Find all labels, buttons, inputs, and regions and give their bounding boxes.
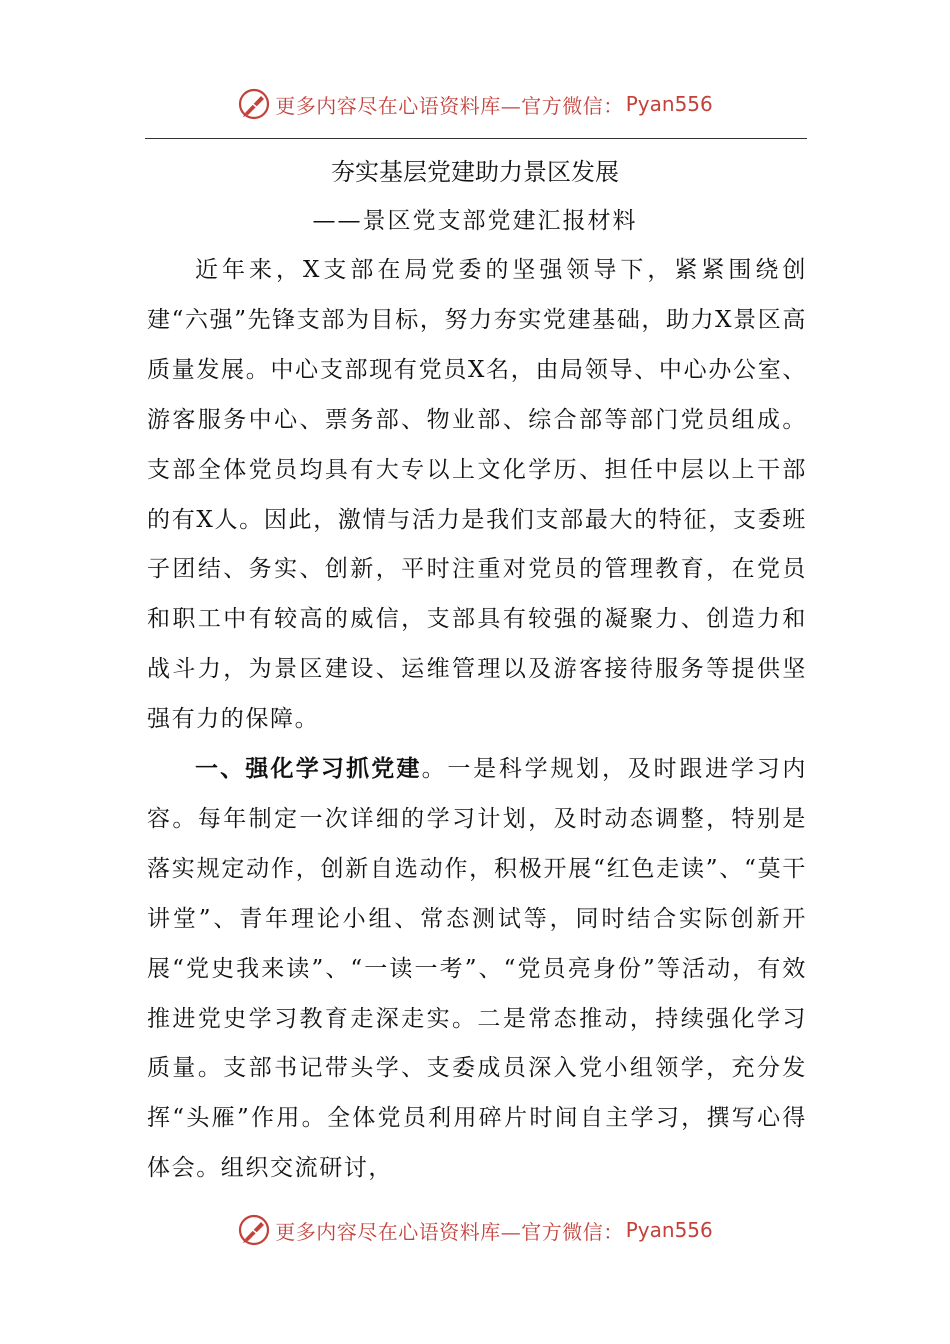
document-title: 夯实基层党建助力景区发展 [331, 158, 619, 186]
section-1-paragraph [147, 745, 807, 1194]
watermark-text: 更多内容尽在心语资料库—官方微信： [275, 1219, 624, 1244]
watermark-wechat-id: Pyan556 [625, 92, 713, 116]
pen-logo-icon [237, 1213, 271, 1247]
section-1-heading: 一、强化学习抓党建 [195, 756, 422, 782]
watermark-wechat-id: Pyan556 [625, 1218, 713, 1242]
section-1-text: 。一是科学规划，及时跟进学习内容。每年制定一次详细的学习计划，及时动态调整，特别是落实规定动作，创新自选动作，积极开展“红色走读”、“莫干讲堂”、青年理论小组、常态测试等，同时结合实际创新开展“党史我来读”、“一读一考”、“党员亮身份”等活动，有效推进党史学习教育走深走实。二是常态推动，持续强化学习质量。支部书记带头学、支委成员深入党小组领学，充分发挥“头雁”作用。全体党员利用碎片时间自主学习，撰写心得体会。组织交流研讨， [147, 756, 808, 1182]
watermark-text: 更多内容尽在心语资料库—官方微信： [275, 93, 624, 118]
document-subtitle: ——景区党支部党建汇报材料 [312, 208, 638, 234]
header-divider [145, 138, 807, 139]
intro-paragraph: 近年来，X支部在局党委的坚强领导下，紧紧围绕创建“六强”先锋支部为目标，努力夯实党建基础，助力X景区高质量发展。中心支部现有党员X名，由局领导、中心办公室、游客服务中心、票务部、物业部、综合部等部门党员组成。支部全体党员均具有大专以上文化学历、担任中层以上干部的有X人。因此，激情与活力是我们支部最大的特征，支委班子团结、务实、创新，平时注重对党员的管理教育，在党员和职工中有较高的威信，支部具有较强的凝聚力、创造力和战斗力，为景区建设、运维管理以及游客接待服务等提供坚强有力的保障。 [147, 257, 807, 733]
watermark-banner-bottom [0, 1210, 950, 1250]
watermark-banner-top [0, 84, 950, 124]
pen-logo-icon [237, 87, 271, 121]
